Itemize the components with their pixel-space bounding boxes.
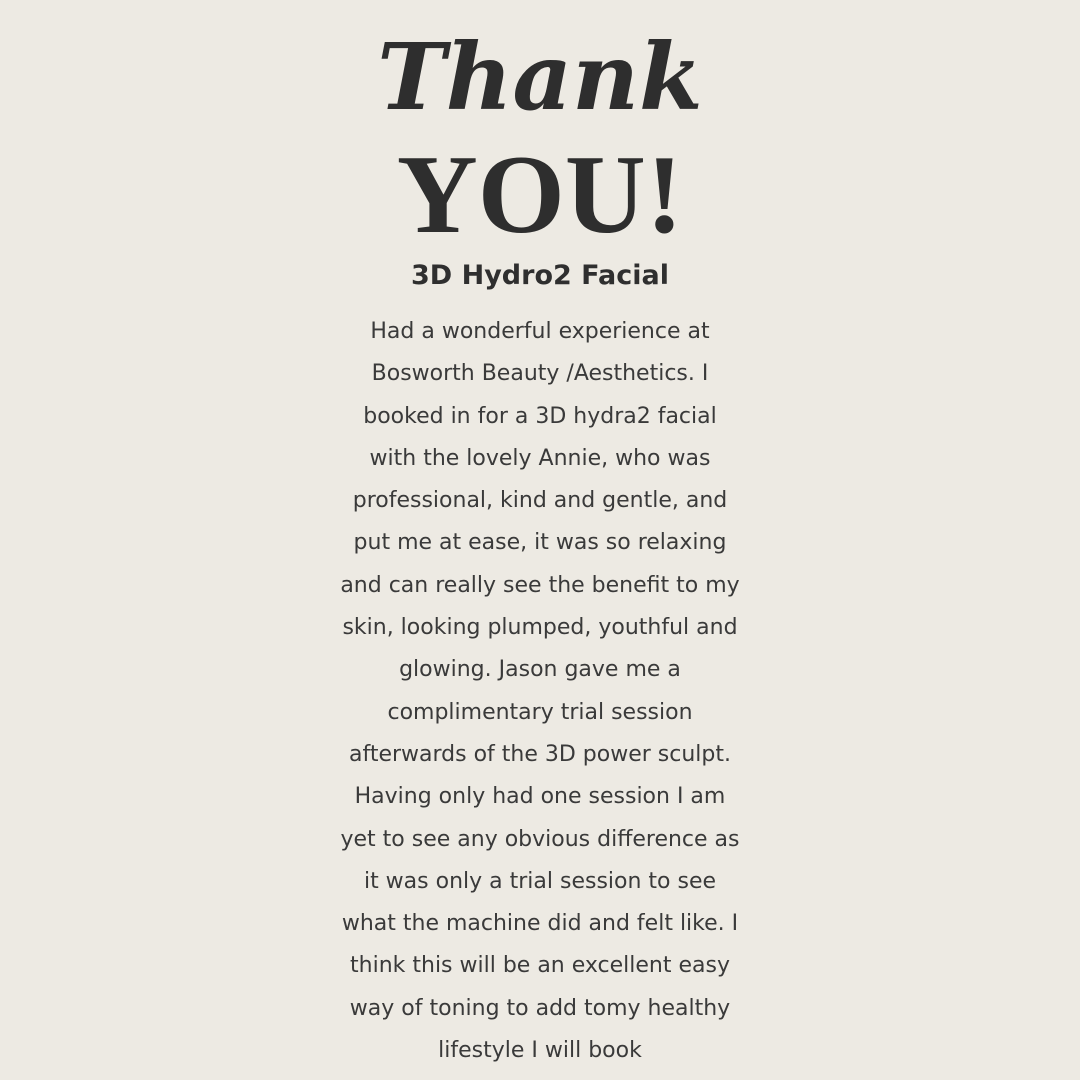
review-line: put me at ease, it was so relaxing <box>353 530 727 556</box>
review-text <box>290 311 790 1072</box>
review-line: way of toning to add tomy healthy <box>349 995 731 1021</box>
heading-you: YOU! <box>396 133 684 257</box>
service-title: 3D Hydro2 Facial <box>411 260 669 291</box>
review-line: Bosworth Beauty /Aesthetics. I <box>371 361 709 387</box>
review-line: booked in for a 3D hydra2 facial <box>363 403 717 429</box>
review-line: glowing. Jason gave me a <box>399 657 681 683</box>
review-line: what the machine did and felt like. I <box>341 911 739 937</box>
review-line: yet to see any obvious difference as <box>340 826 740 852</box>
review-line: professional, kind and gentle, and <box>352 488 728 514</box>
review-line: skin, looking plumped, youthful and <box>342 615 738 641</box>
review-line: afterwards of the 3D power sculpt. <box>348 741 731 767</box>
review-line: think this will be an excellent easy <box>350 953 730 979</box>
review-line: lifestyle I will book <box>438 1038 642 1064</box>
review-line: and can really see the benefit to my <box>340 572 740 598</box>
review-line: with the lovely Annie, who was <box>369 445 711 471</box>
heading-thank: Thank <box>377 23 703 131</box>
review-line: it was only a trial session to see <box>363 868 717 894</box>
review-line: Had a wonderful experience at <box>370 319 710 344</box>
review-line: Having only had one session I am <box>354 784 726 810</box>
review-line: complimentary trial session <box>387 699 693 725</box>
